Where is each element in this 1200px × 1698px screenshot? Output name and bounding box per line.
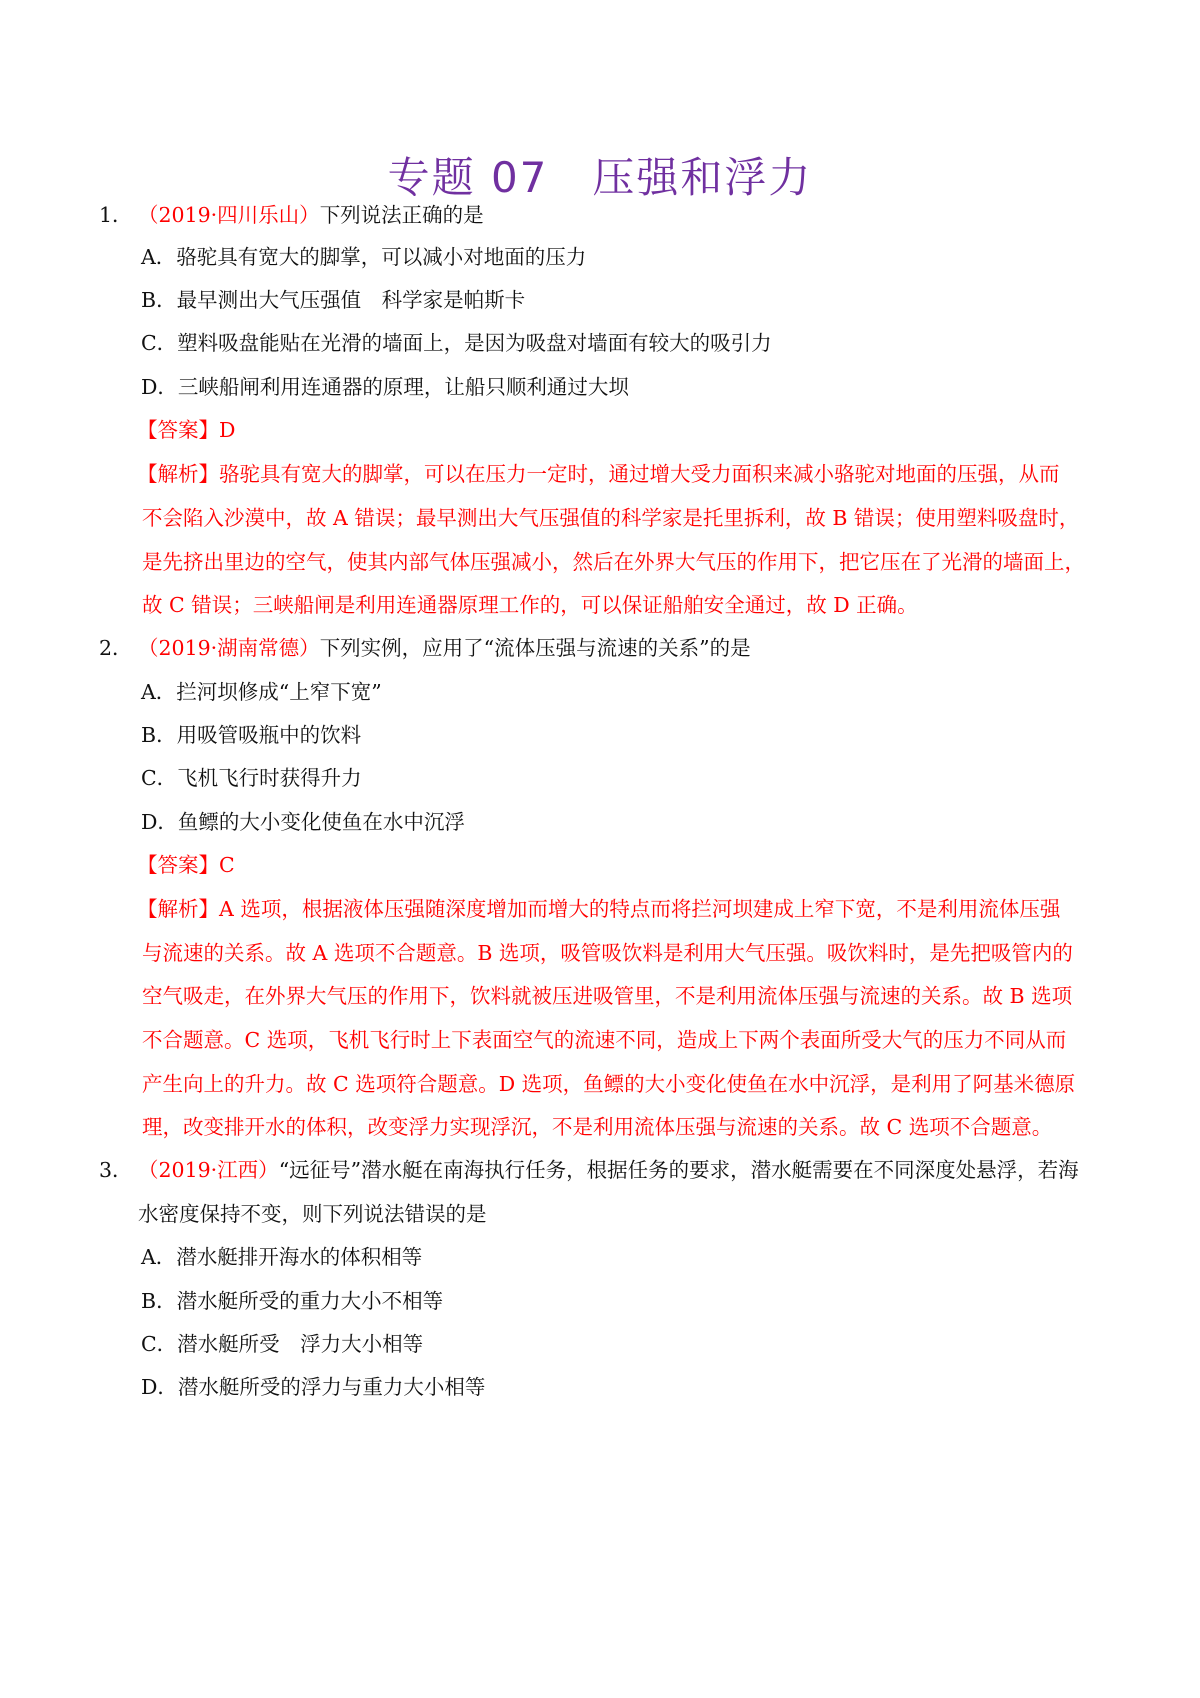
question-2-stem-line xyxy=(138,634,751,662)
question-1-explanation-line: 故 C 错误；三峡船闸是利用连通器原理工作的，可以保证船舶安全通过，故 D 正确。 xyxy=(142,593,918,617)
question-2-explanation-line: 【解析】A 选项，根据液体压强随深度增加而增大的特点而将拦河坝建成上窄下宽，不是利用流体压强 xyxy=(137,897,1061,921)
question-2-option-c: C．飞机飞行时获得升力 xyxy=(141,766,362,790)
question-2-answer: 【答案】C xyxy=(137,853,235,877)
question-2-option-a: A．拦河坝修成“上窄下宽” xyxy=(141,680,382,704)
question-3-option-b: B．潜水艇所受的重力大小不相等 xyxy=(141,1289,444,1313)
question-1-option-b: B．最早测出大气压强值 科学家是帕斯卡 xyxy=(141,288,526,312)
question-2-explanation-line: 与流速的关系。故 A 选项不合题意。B 选项，吸管吸饮料是利用大气压强。吸饮料时，是先把吸管内的 xyxy=(142,941,1073,965)
question-2-explanation-line: 空气吸走，在外界大气压的作用下，饮料就被压进吸管里，不是利用流体压强与流速的关系。故 B 选项 xyxy=(142,984,1073,1008)
question-3-stem: “远征号”潜水艇在南海执行任务，根据任务的要求，潜水艇需要在不同深度处悬浮，若海 xyxy=(278,1158,1079,1182)
question-1-source: （2019·四川乐山） xyxy=(138,203,320,227)
question-1-stem: 下列说法正确的是 xyxy=(319,203,484,227)
question-2-option-d: D．鱼鳔的大小变化使鱼在水中沉浮 xyxy=(141,810,465,834)
question-3-option-c: C．潜水艇所受 浮力大小相等 xyxy=(141,1332,424,1356)
question-2-explanation-line: 理，改变排开水的体积，改变浮力实现浮沉，不是利用流体压强与流速的关系。故 C 选项不合题意。 xyxy=(142,1115,1053,1139)
question-2-number: 2． xyxy=(99,636,133,660)
question-1-stem-line xyxy=(138,201,484,229)
question-1-answer: 【答案】D xyxy=(137,418,236,442)
question-1-explanation-line: 不会陷入沙漠中，故 A 错误；最早测出大气压强值的科学家是托里拆利，故 B 错误；使用塑料吸盘时， xyxy=(142,506,1080,530)
question-1-option-c: C．塑料吸盘能贴在光滑的墙面上，是因为吸盘对墙面有较大的吸引力 xyxy=(141,331,772,355)
question-1-explanation-line: 【解析】骆驼具有宽大的脚掌，可以在压力一定时，通过增大受力面积来减小骆驼对地面的压强，从而 xyxy=(137,462,1060,486)
question-1-explanation-line: 是先挤出里边的空气，使其内部气体压强减小，然后在外界大气压的作用下，把它压在了光滑的墙面上， xyxy=(142,550,1085,574)
question-2-explanation-line: 产生向上的升力。故 C 选项符合题意。D 选项，鱼鳔的大小变化使鱼在水中沉浮，是利用了阿基米德原 xyxy=(142,1072,1076,1096)
question-2-stem: 下列实例，应用了“流体压强与流速的关系”的是 xyxy=(319,636,751,660)
question-3-source: （2019·江西） xyxy=(138,1158,279,1182)
question-1-option-a: A．骆驼具有宽大的脚掌，可以减小对地面的压力 xyxy=(141,245,587,269)
question-1-number: 1． xyxy=(99,203,133,227)
page-title: 专题 07 压强和浮力 xyxy=(387,153,813,202)
question-2-explanation-line: 不合题意。C 选项，飞机飞行时上下表面空气的流速不同，造成上下两个表面所受大气的压力不同从而 xyxy=(142,1028,1067,1052)
question-2-source: （2019·湖南常德） xyxy=(138,636,320,660)
question-2-option-b: B．用吸管吸瓶中的饮料 xyxy=(141,723,362,747)
question-3-stem-line xyxy=(138,1156,1079,1184)
question-3-option-a: A．潜水艇排开海水的体积相等 xyxy=(141,1245,423,1269)
question-3-stem-continued: 水密度保持不变，则下列说法错误的是 xyxy=(138,1202,487,1226)
question-3-number: 3． xyxy=(99,1158,133,1182)
question-1-option-d: D．三峡船闸利用连通器的原理，让船只顺利通过大坝 xyxy=(141,375,629,399)
question-3-option-d: D．潜水艇所受的浮力与重力大小相等 xyxy=(141,1375,486,1399)
